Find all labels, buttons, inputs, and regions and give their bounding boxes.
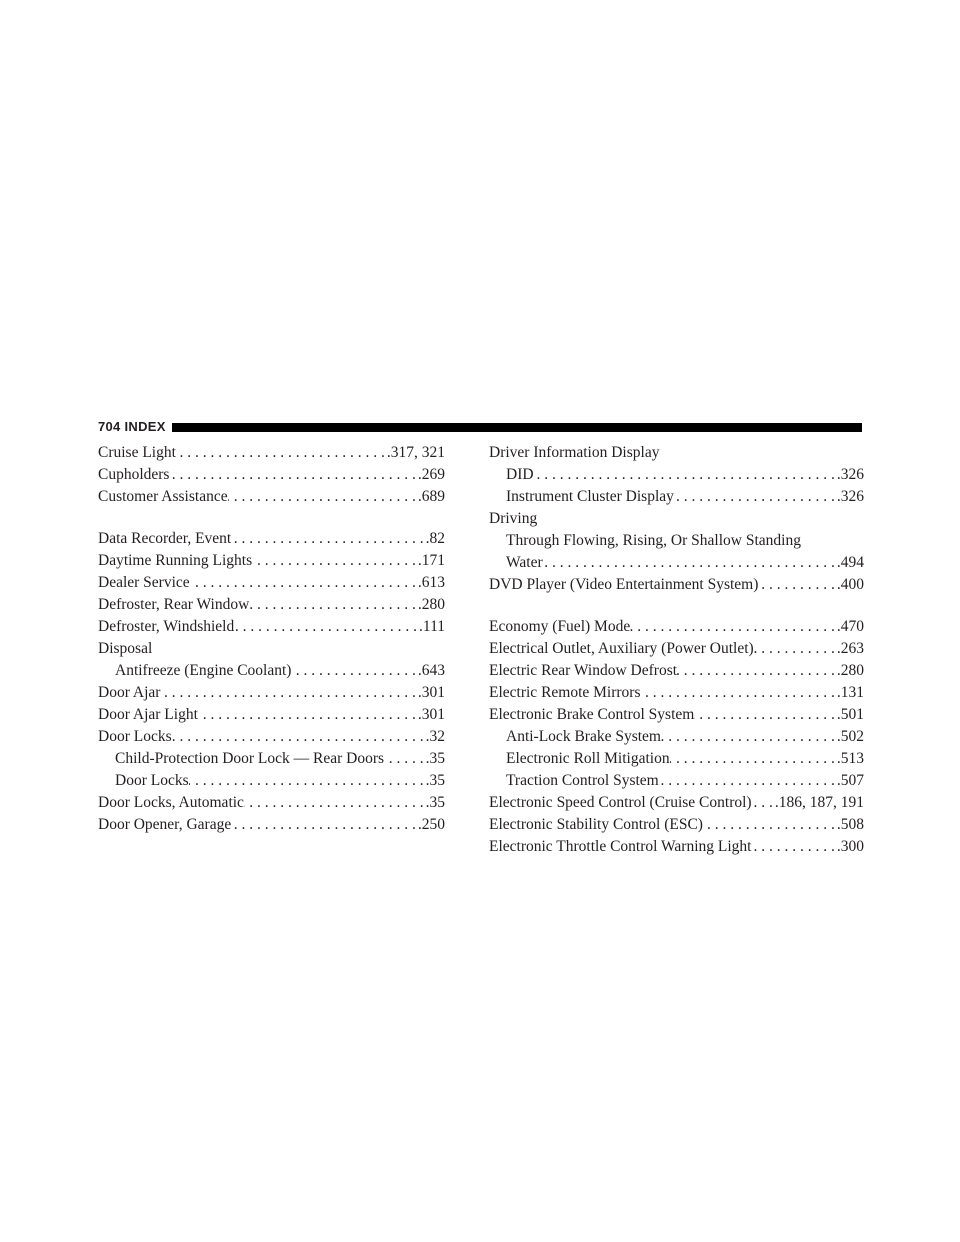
dot-leader	[384, 748, 426, 770]
index-term: Door Opener, Garage	[98, 816, 232, 833]
index-entry	[98, 682, 445, 704]
dot-leader	[758, 574, 836, 596]
page-reference: .131	[836, 684, 864, 701]
index-entry	[98, 616, 445, 638]
index-term: DVD Player (Video Entertainment System)	[489, 576, 759, 593]
index-term: Driving	[489, 510, 538, 527]
page-reference: .280	[417, 596, 445, 613]
page-reference: .171	[417, 552, 445, 569]
index-term: Data Recorder, Event	[98, 530, 232, 547]
page-header	[98, 418, 862, 436]
dot-leader	[659, 770, 837, 792]
index-entry	[98, 464, 445, 486]
index-entry	[98, 814, 445, 836]
page-reference: .186, 187, 191	[774, 794, 864, 811]
dot-leader	[703, 814, 837, 836]
page-reference: .470	[836, 618, 864, 635]
page-reference: .300	[836, 838, 864, 855]
index-column-left	[98, 442, 445, 836]
index-entry	[489, 616, 864, 638]
page-reference: .32	[425, 728, 445, 745]
index-term: Customer Assistance	[98, 488, 228, 505]
index-entry	[98, 528, 445, 550]
page-reference: .35	[425, 772, 445, 789]
index-term: Cupholders	[98, 466, 170, 483]
index-subentry	[489, 486, 864, 508]
index-entry	[489, 508, 864, 530]
page-reference: .301	[417, 706, 445, 723]
page-reference: .400	[836, 576, 864, 593]
index-term: Electric Remote Mirrors	[489, 684, 641, 701]
index-column-right	[489, 442, 864, 858]
index-term: Traction Control System	[506, 772, 659, 789]
dot-leader	[661, 726, 837, 748]
index-subentry	[489, 530, 864, 552]
index-entry	[98, 792, 445, 814]
page-reference: .502	[836, 728, 864, 745]
index-subentry	[489, 552, 864, 574]
dot-leader	[291, 660, 417, 682]
page-reference: .613	[417, 574, 445, 591]
index-term: Electrical Outlet, Auxiliary (Power Outlet)	[489, 640, 754, 657]
index-term: DID	[506, 466, 534, 483]
index-subentry	[98, 748, 445, 770]
index-entry	[98, 550, 445, 572]
dot-leader	[752, 836, 837, 858]
header-rule	[172, 423, 862, 432]
index-term: Antifreeze (Engine Coolant)	[115, 662, 292, 679]
index-subentry	[489, 726, 864, 748]
index-term: Door Locks, Automatic	[98, 794, 244, 811]
page-reference: .269	[417, 466, 445, 483]
index-entry	[489, 442, 864, 464]
dot-leader	[234, 616, 419, 638]
index-subentry	[489, 770, 864, 792]
index-term: Anti-Lock Brake System	[506, 728, 661, 745]
dot-leader	[674, 486, 837, 508]
index-term: Door Locks	[115, 772, 189, 789]
dot-leader	[231, 528, 425, 550]
dot-leader	[670, 748, 837, 770]
index-entry	[489, 836, 864, 858]
index-term: Electronic Brake Control System	[489, 706, 695, 723]
dot-leader	[630, 616, 837, 638]
page-reference: .317, 321	[386, 444, 445, 461]
index-term: Daytime Running Lights	[98, 552, 253, 569]
index-term: Door Locks	[98, 728, 172, 745]
index-term: Electronic Throttle Control Warning Light	[489, 838, 752, 855]
index-term: Defroster, Rear Window	[98, 596, 250, 613]
index-term: Water	[506, 554, 543, 571]
index-entry	[98, 704, 445, 726]
index-term: Economy (Fuel) Mode	[489, 618, 631, 635]
dot-leader	[169, 464, 417, 486]
page-reference: .326	[836, 488, 864, 505]
dot-leader	[228, 486, 418, 508]
dot-leader	[252, 550, 418, 572]
index-term: Cruise Light	[98, 444, 176, 461]
page-reference: .82	[425, 530, 445, 547]
dot-leader	[641, 682, 837, 704]
dot-leader	[190, 572, 418, 594]
index-term: Defroster, Windshield	[98, 618, 235, 635]
page-reference: .643	[417, 662, 445, 679]
page-reference: .501	[836, 706, 864, 723]
dot-leader	[543, 552, 837, 574]
index-term: Dealer Service	[98, 574, 190, 591]
page-reference: .689	[417, 488, 445, 505]
index-term: Door Ajar	[98, 684, 161, 701]
page-reference: .35	[425, 794, 445, 811]
page-reference: .35	[425, 750, 445, 767]
index-term: Electronic Speed Control (Cruise Control)	[489, 794, 752, 811]
page-reference: .494	[836, 554, 864, 571]
index-subentry	[98, 660, 445, 682]
index-entry	[98, 442, 445, 464]
dot-leader	[677, 660, 837, 682]
dot-leader	[160, 682, 417, 704]
index-subentry	[489, 748, 864, 770]
page-reference: .263	[836, 640, 864, 657]
index-entry	[98, 572, 445, 594]
page-reference: .280	[836, 662, 864, 679]
dot-leader	[244, 792, 426, 814]
index-entry	[489, 814, 864, 836]
dot-leader	[752, 792, 775, 814]
index-term: Driver Information Display	[489, 444, 660, 461]
index-term: Electronic Stability Control (ESC)	[489, 816, 703, 833]
dot-leader	[694, 704, 837, 726]
dot-leader	[231, 814, 418, 836]
dot-leader	[189, 770, 426, 792]
page-reference: .326	[836, 466, 864, 483]
page-reference: .507	[836, 772, 864, 789]
index-term: Electronic Roll Mitigation	[506, 750, 670, 767]
index-term: Electric Rear Window Defrost	[489, 662, 678, 679]
index-term: Through Flowing, Rising, Or Shallow Standing	[506, 532, 801, 549]
dot-leader	[172, 726, 426, 748]
index-entry	[98, 594, 445, 616]
page-number-and-section: 704 INDEX	[98, 419, 166, 434]
index-subentry	[489, 464, 864, 486]
index-entry	[98, 486, 445, 508]
index-entry	[489, 660, 864, 682]
dot-leader	[249, 594, 418, 616]
page-reference: .513	[836, 750, 864, 767]
index-term: Child-Protection Door Lock — Rear Doors	[115, 750, 385, 767]
index-entry	[489, 574, 864, 596]
dot-leader	[198, 704, 418, 726]
index-term: Door Ajar Light	[98, 706, 198, 723]
index-term: Instrument Cluster Display	[506, 488, 674, 505]
index-term: Disposal	[98, 640, 153, 657]
index-entry	[489, 638, 864, 660]
index-entry	[98, 638, 445, 660]
page-reference: .250	[417, 816, 445, 833]
index-entry	[489, 682, 864, 704]
index-subentry	[98, 770, 445, 792]
dot-leader	[754, 638, 837, 660]
index-entry	[98, 726, 445, 748]
dot-leader	[176, 442, 387, 464]
page-reference: .111	[419, 618, 445, 635]
index-entry	[489, 792, 864, 814]
page-reference: .301	[417, 684, 445, 701]
index-entry	[489, 704, 864, 726]
dot-leader	[534, 464, 837, 486]
page-reference: .508	[836, 816, 864, 833]
